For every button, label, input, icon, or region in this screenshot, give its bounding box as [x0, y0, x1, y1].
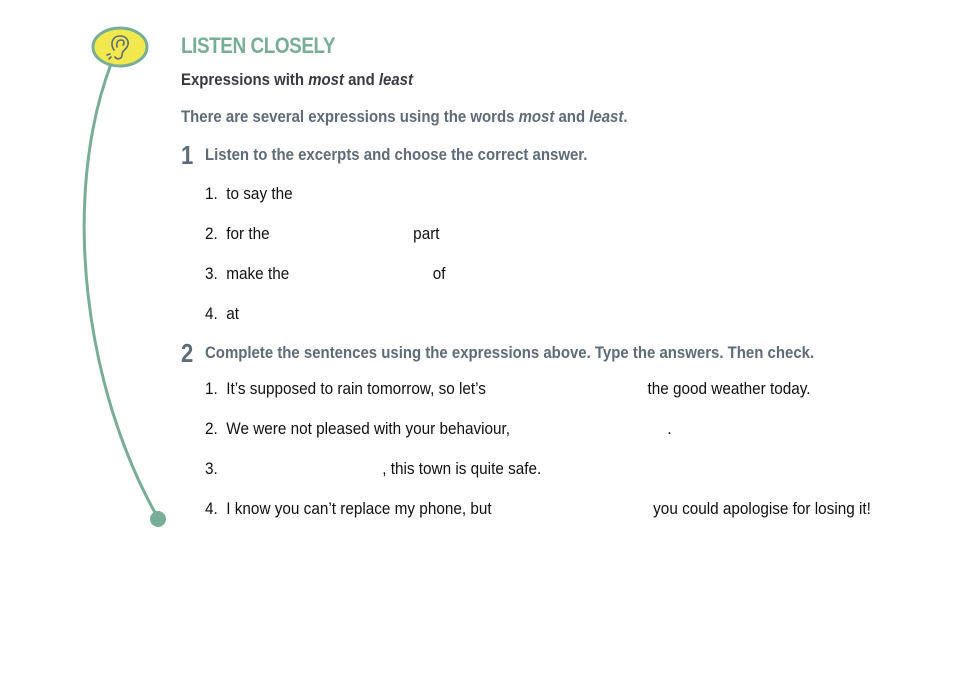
ex1-item-1: 1. to say the	[205, 184, 423, 205]
exercise-2-instruction: Complete the sentences using the expressions above. Type the answers. Then check.	[205, 343, 815, 362]
ex2-item-1: 1. It’s supposed to rain tomorrow, so let’s the good weather today.	[205, 379, 811, 398]
ex2-item-2: 2. We were not pleased with your behaviour, .	[205, 419, 672, 438]
ear-badge	[93, 28, 147, 66]
intro-text: There are several expressions using the words most and least.	[181, 107, 628, 126]
section-title: LISTEN CLOSELY	[181, 33, 336, 58]
exercise-2-number: 2	[181, 338, 194, 368]
exercise-1-number: 1	[181, 140, 194, 170]
exercise-1-instruction: Listen to the excerpts and choose the correct answer.	[205, 145, 588, 164]
ex1-answer-blank-4[interactable]	[243, 305, 369, 325]
ex1-answer-blank-1[interactable]	[297, 185, 423, 205]
ex2-answer-blank-4[interactable]	[496, 500, 649, 520]
ex2-answer-blank-1[interactable]	[490, 380, 643, 400]
section-subtitle: Expressions with most and least	[181, 70, 413, 89]
timeline-end-dot	[150, 511, 166, 527]
ex1-answer-blank-3[interactable]	[293, 265, 428, 285]
timeline-line	[84, 64, 158, 518]
ex1-item-4: 4. at	[205, 304, 369, 325]
ex2-item-3: 3. , this town is quite safe.	[205, 459, 542, 478]
ex2-answer-blank-2[interactable]	[514, 420, 667, 440]
ex1-answer-blank-2[interactable]	[274, 225, 409, 245]
ex1-item-3: 3. make the of	[205, 264, 446, 283]
ex2-answer-blank-3[interactable]	[222, 460, 382, 480]
ex1-item-2: 2. for the part	[205, 224, 440, 243]
ex2-item-4: 4. I know you can’t replace my phone, but you could apologise for losing it!	[205, 499, 871, 518]
